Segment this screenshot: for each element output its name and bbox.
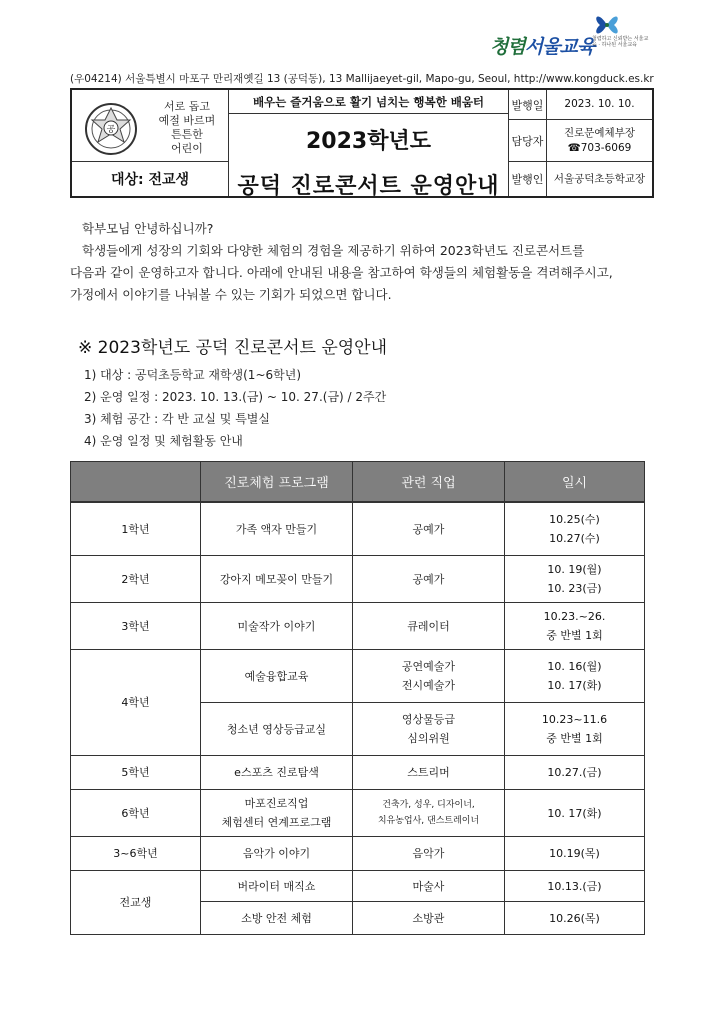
letter-body: [70, 218, 660, 306]
issue-date-label: 발행일: [509, 90, 547, 120]
body-paragraph-line3: 가정에서 이야기를 나눠볼 수 있는 기회가 되었으면 합니다.: [70, 287, 392, 302]
logo-text-green: 청렴: [490, 36, 525, 58]
table-row: 6학년 마포진로직업 체험센터 연계프로그램 건축가, 성우, 디자이너, 치유농업사, 댄스트레이너 10. 17(화): [71, 790, 645, 837]
table-row: 청소년 영상등급교실 영상물등급 심의위원 10.23~11.6 중 반별 1회: [71, 703, 645, 756]
list-item: 2) 운영 일정 : 2023. 10. 13.(금) ~ 10. 27.(금) / 2주간: [84, 390, 387, 404]
school-motto: 서로 돕고 예절 바르며 튼튼한 어린이: [158, 100, 216, 155]
table-row: 2학년 강아지 메모꽂이 만들기 공예가 10. 19(월) 10. 23(금): [71, 556, 645, 603]
schedule-table: [70, 461, 645, 935]
list-item: 3) 체험 공간 : 각 반 교실 및 특별실: [84, 412, 270, 426]
greeting: 학부모님 안녕하십니까?: [82, 221, 214, 236]
header-program: 진로체험 프로그램: [201, 462, 353, 503]
section-title: ※ 2023학년도 공덕 진로콘서트 운영안내: [78, 338, 388, 358]
table-row: 1학년 가족 액자 만들기 공예가 10.25(수) 10.27(수): [71, 502, 645, 556]
table-header-row: [71, 462, 645, 503]
table-row: 4학년 예술융합교육 공연예술가 전시예술가 10. 16(월) 10. 17(화): [71, 650, 645, 703]
info-list: [84, 364, 386, 452]
manager-info: 진로문예체부장 ☎703-6069: [547, 120, 652, 162]
table-row: 3학년 미술작가 이야기 큐레이터 10.23.~26. 중 반별 1회: [71, 603, 645, 650]
logo-text-blue: 서울교육: [524, 36, 595, 58]
list-item: 4) 운영 일정 및 체험활동 안내: [84, 434, 243, 448]
logo-subtext: 청렴하고 신뢰받는 서울교육 · 하나된 서울교육: [592, 36, 649, 48]
table-row: 5학년 e스포츠 진로탐색 스트리머 10.27.(금): [71, 756, 645, 790]
page-title: [229, 114, 509, 199]
target-audience: 대상: 전교생: [72, 162, 229, 196]
svg-text:공: 공: [106, 125, 116, 135]
manager-label: 담당자: [509, 120, 547, 162]
title-year: 2023학년도: [306, 129, 431, 154]
table-row: 소방 안전 체험 소방관 10.26(목): [71, 902, 645, 935]
body-paragraph-line2: 다음과 같이 운영하고자 합니다. 아래에 안내된 내용을 참고하여 학생들의 체험활동을 격려해주시고,: [70, 265, 613, 280]
header-date: 일시: [505, 462, 645, 503]
body-paragraph-line1: 학생들에게 성장의 기회와 다양한 체험의 경험을 제공하기 위하여 2023학년도 진로콘서트를: [82, 243, 585, 258]
title-main: 공덕 진로콘서트 운영안내: [237, 174, 500, 199]
school-slogan: 배우는 즐거움으로 활기 넘치는 행복한 배움터: [229, 90, 509, 114]
issue-date: 2023. 10. 10.: [547, 90, 652, 120]
table-row: 전교생 버라이터 매직쇼 마술사 10.13.(금): [71, 871, 645, 902]
school-address: (우04214) 서울특별시 마포구 만리재옛길 13 (공덕동), 13 Mallijaeyet-gil, Mapo-gu, Seoul, http://www.kongduck.es.kr: [70, 73, 654, 85]
publisher: 서울공덕초등학교장: [553, 172, 646, 185]
table-row: 3~6학년 음악가 이야기 음악가 10.19(목): [71, 837, 645, 871]
emblem-cell: [72, 90, 229, 162]
newsletter-header: [70, 88, 654, 198]
header-grade: [71, 462, 201, 503]
education-logo: [490, 8, 690, 64]
publisher-label: 발행인: [509, 162, 547, 196]
butterfly-icon: [590, 8, 624, 42]
header-job: 관련 직업: [353, 462, 505, 503]
school-emblem-icon: [84, 102, 138, 156]
list-item: 1) 대상 : 공덕초등학교 재학생(1~6학년): [84, 368, 302, 382]
